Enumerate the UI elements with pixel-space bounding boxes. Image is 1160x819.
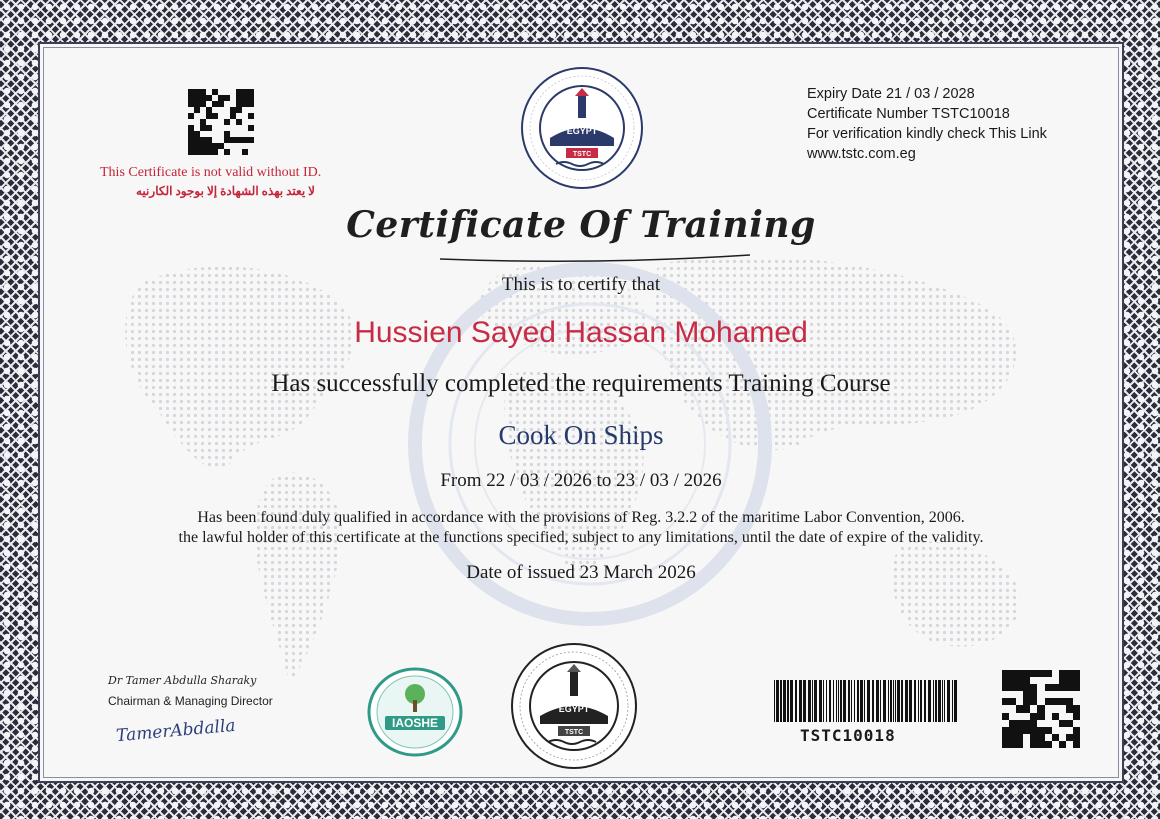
barcode-bar <box>776 680 779 722</box>
barcode-bar <box>857 680 859 722</box>
barcode-bar <box>876 680 879 722</box>
barcode-bar <box>944 680 945 722</box>
barcode-bar <box>909 680 912 722</box>
iaoshe-badge <box>365 666 465 758</box>
validity-note-en: This Certificate is not valid without ID. <box>100 165 322 180</box>
barcode-bar <box>890 680 892 722</box>
barcode-bar <box>954 680 957 722</box>
qualification-statement <box>40 508 1122 548</box>
barcode-bar <box>851 680 852 722</box>
signatory-title: Chairman & Managing Director <box>108 694 273 708</box>
barcode-bar <box>787 680 789 722</box>
company-seal-bottom <box>510 642 638 770</box>
barcode-bar <box>920 680 922 722</box>
barcode-bar <box>823 680 824 722</box>
barcode-bar <box>864 680 865 722</box>
barcode-bar <box>867 680 870 722</box>
barcode-bar <box>883 680 886 722</box>
seal-bottom-country-text: EGYPT <box>558 704 590 714</box>
barcode-bar <box>888 680 889 722</box>
website-link[interactable]: www.tstc.com.eg <box>807 146 916 162</box>
title-underline <box>435 251 755 265</box>
barcode-bar <box>838 680 839 722</box>
barcode-bar <box>914 680 916 722</box>
barcode-bar <box>952 680 953 722</box>
barcode-bar <box>826 680 827 722</box>
barcode-bar <box>854 680 855 722</box>
seal-bottom-abbr-text: TSTC <box>564 729 584 736</box>
signature: TamerAbdalla <box>115 715 237 747</box>
seal-country-text: EGYPT <box>566 126 598 136</box>
issue-date: Date of issued 23 March 2026 <box>466 562 696 583</box>
barcode-bar <box>803 680 806 722</box>
barcode-bar <box>872 680 874 722</box>
seal-abbr-text: TSTC <box>572 151 592 158</box>
barcode-bar <box>897 680 900 722</box>
completion-statement: Has successfully completed the requirements Training Course <box>271 370 891 397</box>
qr-code-top <box>188 89 254 155</box>
signatory-name: Dr Tamer Abdulla Sharaky <box>108 674 257 687</box>
certificate-info <box>807 84 1047 164</box>
barcode-bar <box>860 680 863 722</box>
company-seal-top <box>520 66 644 190</box>
barcode-bar <box>814 680 817 722</box>
validity-note-ar: لا يعتد بهذه الشهادة إلا بوجود الكارنيه <box>136 184 316 198</box>
barcode-bar <box>938 680 941 722</box>
barcode-bar <box>848 680 850 722</box>
barcode-bar <box>780 680 782 722</box>
barcode-bar <box>928 680 931 722</box>
barcode-bar <box>836 680 837 722</box>
certify-intro: This is to certify that <box>501 274 661 295</box>
barcode-bar <box>774 680 775 722</box>
barcode-bar <box>799 680 802 722</box>
barcode-bar <box>918 680 919 722</box>
barcode <box>772 680 962 724</box>
statement-line-1: Has been found duly qualified in accordance with the provisions of Reg. 3.2.2 of the maritime Labor Convention, 2006. <box>197 509 965 526</box>
barcode-bar <box>935 680 937 722</box>
barcode-bar <box>893 680 894 722</box>
barcode-bar <box>783 680 786 722</box>
barcode-code: TSTC10018 <box>800 726 896 745</box>
barcode-bar <box>812 680 813 722</box>
certificate-title: Certificate Of Training <box>346 204 816 246</box>
barcode-bar <box>840 680 842 722</box>
statement-line-2: the lawful holder of this certificate at the functions specified, subject to any limitations, until the date of expire of the validity. <box>178 529 984 546</box>
barcode-bar <box>933 680 934 722</box>
barcode-bar <box>880 680 881 722</box>
certificate-body <box>38 42 1124 783</box>
barcode-bar <box>843 680 846 722</box>
course-name: Cook On Ships <box>498 420 664 450</box>
barcode-bar <box>833 680 834 722</box>
barcode-bar <box>942 680 943 722</box>
barcode-bar <box>905 680 908 722</box>
barcode-bar <box>790 680 793 722</box>
verification-text: For verification kindly check This Link <box>807 126 1047 142</box>
barcode-bar <box>901 680 903 722</box>
barcode-bar <box>895 680 896 722</box>
expiry-date: Expiry Date 21 / 03 / 2028 <box>807 86 975 102</box>
barcode-bar <box>808 680 811 722</box>
iaoshe-label: IAOSHE <box>391 716 439 730</box>
barcode-bar <box>829 680 831 722</box>
barcode-bar <box>819 680 822 722</box>
barcode-bar <box>947 680 950 722</box>
barcode-bar <box>924 680 926 722</box>
qr-code-bottom <box>1002 670 1080 748</box>
certificate-number: Certificate Number TSTC10018 <box>807 106 1010 122</box>
holder-name: Hussien Sayed Hassan Mohamed <box>354 316 808 349</box>
course-period: From 22 / 03 / 2026 to 23 / 03 / 2026 <box>440 470 722 491</box>
barcode-bar <box>795 680 797 722</box>
